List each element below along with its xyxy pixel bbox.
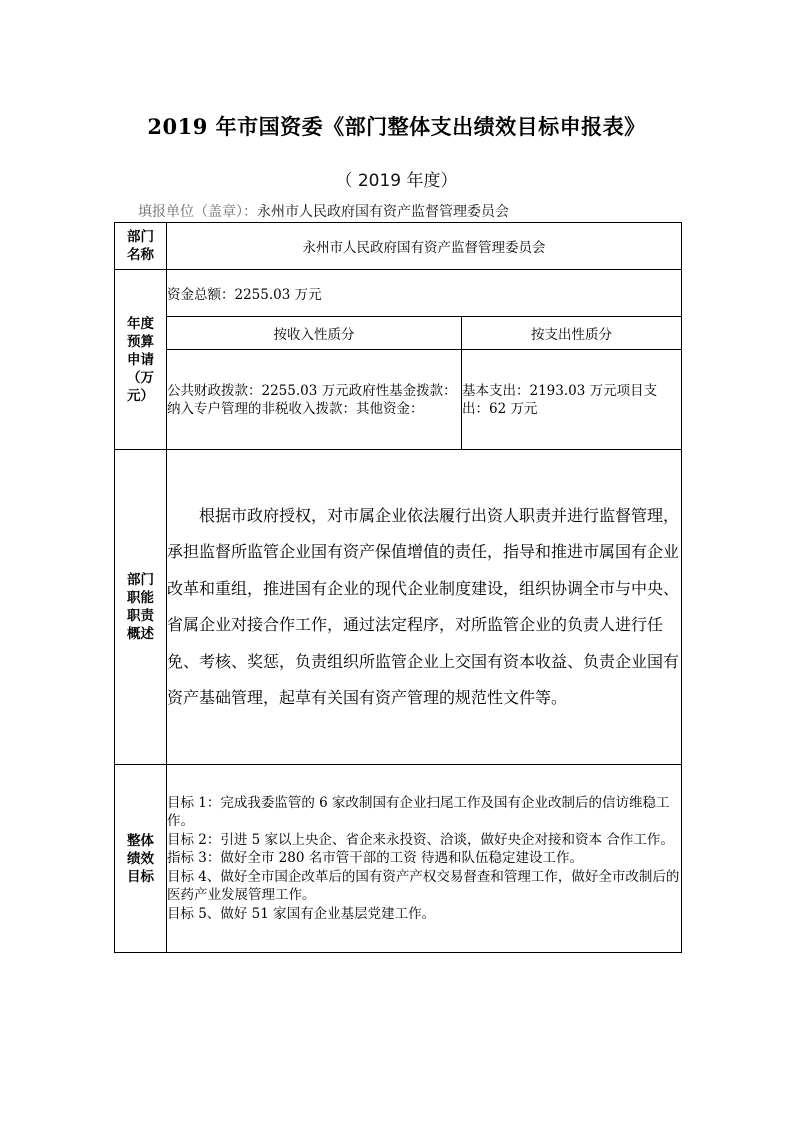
goals-cell: [167, 765, 682, 953]
total-funds-row: [115, 270, 682, 317]
goal-item: 目标 2：引进 5 家以上央企、省企来永投资、洽谈，做好央企对接和资本 合作工作。: [167, 831, 674, 848]
goal-item: 目标 5、做好 51 家国有企业基层党建工作。: [167, 905, 436, 922]
budget-header-row: [115, 317, 682, 350]
goals-label: 整体 绩效 目标: [115, 765, 167, 953]
budget-detail-row: [115, 350, 682, 450]
duties-row: [115, 450, 682, 765]
dept-name-row: [115, 223, 682, 270]
page-title: 2019 年市国资委《部门整体支出绩效目标申报表》: [147, 114, 646, 139]
expense-detail: 基本支出：2193.03 万元项目支出：62 万元: [462, 350, 682, 450]
filing-unit-value: 永州市人民政府国有资产监督管理委员会: [257, 204, 509, 220]
goals-row: [115, 765, 682, 953]
performance-goal-table: [114, 222, 682, 953]
total-funds: 资金总额：2255.03 万元: [167, 270, 682, 317]
goal-item: 目标 4、做好全市国企改革后的国有资产产权交易督查和管理工作，做好全市改制后的医药产业发展管理工作。: [167, 868, 680, 904]
income-detail: 公共财政拨款：2255.03 万元政府性基金拨款： 纳入专户管理的非税收入拨款：其他资金：: [167, 350, 462, 450]
goal-item: 指标 3：做好全市 280 名市管干部的工资 待遇和队伍稳定建设工作。: [167, 850, 584, 867]
dept-name-value: 永州市人民政府国有资产监督管理委员会: [167, 223, 682, 270]
duties-label: 部门 职能 职责 概述: [115, 450, 167, 765]
goal-item: 目标 1：完成我委监管的 6 家改制国有企业扫尾工作及国有企业改制后的信访维稳工作。: [167, 794, 670, 830]
page-subtitle: （ 2019 年度）: [335, 171, 458, 191]
filing-unit: [138, 201, 509, 221]
dept-name-label: 部门 名称: [115, 223, 167, 270]
budget-label: 年度 预算 申请 （万 元）: [115, 270, 167, 450]
duties-text: 根据市政府授权，对市属企业依法履行出资人职责并进行监督管理，承担监督所监管企业国有资产保值增值的责任，指导和推进市属国有企业改革和重组，推进国有企业的现代企业制度建设，组织协调全市与中央、省属企业对接合作工作，通过法定程序，对所监管企业的负责人进行任免、考核、奖惩，负责组织所监管企业上交国有资本收益、负责企业国有资产基础管理，起草有关国有资产管理的规范性文件等。: [167, 505, 680, 707]
filing-unit-label: 填报单位（盖章）：: [138, 204, 257, 220]
duties-cell: [167, 450, 682, 765]
by-income-header: 按收入性质分: [167, 317, 462, 350]
by-expense-header: 按支出性质分: [462, 317, 682, 350]
